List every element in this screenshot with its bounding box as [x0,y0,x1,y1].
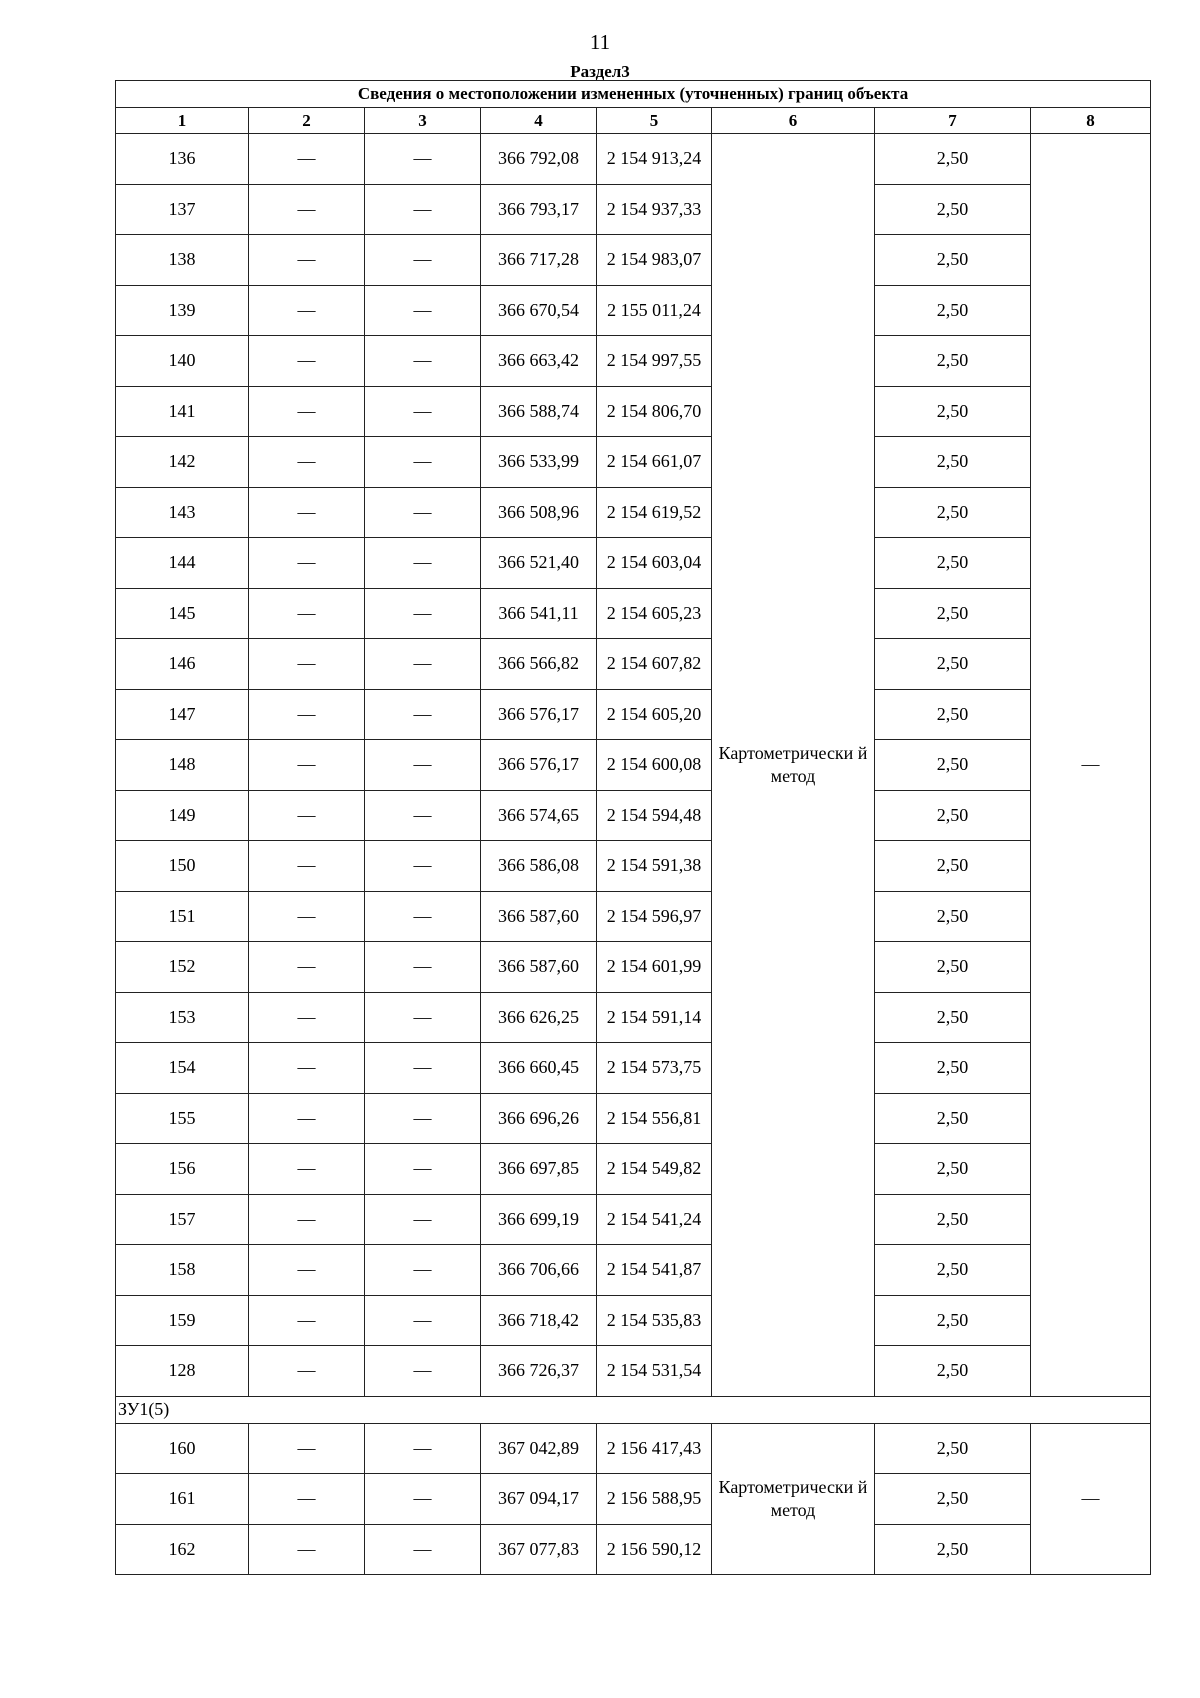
precision: 2,50 [875,1346,1031,1397]
point-number: 161 [116,1474,249,1525]
table-row [116,1194,1151,1245]
point-number: 147 [116,689,249,740]
col3-dash: — [365,134,481,185]
point-number: 143 [116,487,249,538]
col2-dash: — [249,1245,365,1296]
coord-x: 366 706,66 [481,1245,597,1296]
col2-dash: — [249,790,365,841]
col3-dash: — [365,891,481,942]
col3-dash: — [365,790,481,841]
column-number: 4 [481,108,597,134]
coord-y: 2 154 535,83 [597,1295,712,1346]
col2-dash: — [249,336,365,387]
col3-dash: — [365,1194,481,1245]
coord-y: 2 154 603,04 [597,538,712,589]
col2-dash: — [249,235,365,286]
precision: 2,50 [875,1245,1031,1296]
point-number: 158 [116,1245,249,1296]
precision: 2,50 [875,538,1031,589]
coord-y: 2 154 605,20 [597,689,712,740]
col2-dash: — [249,1295,365,1346]
col3-dash: — [365,487,481,538]
group-label: ЗУ1(5) [116,1396,1151,1423]
table-row [116,134,1151,185]
coord-x: 366 574,65 [481,790,597,841]
precision: 2,50 [875,1043,1031,1094]
coord-x: 367 042,89 [481,1423,597,1474]
precision: 2,50 [875,588,1031,639]
table-row [116,1245,1151,1296]
coord-y: 2 154 549,82 [597,1144,712,1195]
point-number: 160 [116,1423,249,1474]
coord-x: 366 576,17 [481,740,597,791]
col2-dash: — [249,891,365,942]
coord-y: 2 154 591,14 [597,992,712,1043]
col2-dash: — [249,992,365,1043]
coord-x: 366 699,19 [481,1194,597,1245]
coord-x: 366 576,17 [481,689,597,740]
coord-y: 2 154 605,23 [597,588,712,639]
col3-dash: — [365,1423,481,1474]
col2-dash: — [249,1474,365,1525]
point-number: 159 [116,1295,249,1346]
precision: 2,50 [875,992,1031,1043]
col2-dash: — [249,841,365,892]
coord-y: 2 156 417,43 [597,1423,712,1474]
col3-dash: — [365,740,481,791]
point-number: 136 [116,134,249,185]
table-row [116,942,1151,993]
precision: 2,50 [875,740,1031,791]
coord-x: 367 077,83 [481,1524,597,1575]
table-row [116,1093,1151,1144]
coord-x: 366 663,42 [481,336,597,387]
coord-x: 366 588,74 [481,386,597,437]
table-row [116,184,1151,235]
precision: 2,50 [875,386,1031,437]
point-number: 142 [116,437,249,488]
point-number: 146 [116,639,249,690]
col2-dash: — [249,1423,365,1474]
table-row [116,740,1151,791]
table-row [116,1423,1151,1474]
column-number: 5 [597,108,712,134]
point-number: 148 [116,740,249,791]
col3-dash: — [365,992,481,1043]
precision: 2,50 [875,689,1031,740]
table-row [116,841,1151,892]
coord-y: 2 154 937,33 [597,184,712,235]
col2-dash: — [249,1093,365,1144]
coord-y: 2 154 619,52 [597,487,712,538]
table-row [116,1043,1151,1094]
coord-x: 366 660,45 [481,1043,597,1094]
col2-dash: — [249,184,365,235]
table-row [116,1346,1151,1397]
table-title: Сведения о местоположении измененных (уточненных) границ объекта [116,81,1151,108]
col3-dash: — [365,1093,481,1144]
precision: 2,50 [875,1474,1031,1525]
point-number: 145 [116,588,249,639]
precision: 2,50 [875,1524,1031,1575]
col3-dash: — [365,437,481,488]
coord-y: 2 154 541,24 [597,1194,712,1245]
coord-x: 366 792,08 [481,134,597,185]
point-number: 153 [116,992,249,1043]
point-number: 138 [116,235,249,286]
coord-y: 2 154 997,55 [597,336,712,387]
coord-y: 2 154 596,97 [597,891,712,942]
section-heading: Раздел3 [570,62,630,81]
table-row [116,992,1151,1043]
point-number: 144 [116,538,249,589]
col2-dash: — [249,1524,365,1575]
precision: 2,50 [875,336,1031,387]
coord-x: 366 587,60 [481,942,597,993]
col3-dash: — [365,639,481,690]
coord-x: 366 718,42 [481,1295,597,1346]
col2-dash: — [249,1043,365,1094]
coord-x: 366 626,25 [481,992,597,1043]
point-number: 155 [116,1093,249,1144]
col3-dash: — [365,1043,481,1094]
col3-dash: — [365,942,481,993]
coord-x: 366 793,17 [481,184,597,235]
column-number: 3 [365,108,481,134]
table-row [116,689,1151,740]
col3-dash: — [365,1245,481,1296]
coord-x: 366 697,85 [481,1144,597,1195]
coord-x: 366 541,11 [481,588,597,639]
table-row [116,639,1151,690]
coord-x: 366 587,60 [481,891,597,942]
precision: 2,50 [875,487,1031,538]
precision: 2,50 [875,841,1031,892]
table-row [116,1295,1151,1346]
point-number: 152 [116,942,249,993]
column-number: 1 [116,108,249,134]
col2-dash: — [249,588,365,639]
precision: 2,50 [875,437,1031,488]
table-row [116,1144,1151,1195]
point-number: 139 [116,285,249,336]
coord-y: 2 154 661,07 [597,437,712,488]
col2-dash: — [249,285,365,336]
coord-x: 366 533,99 [481,437,597,488]
column-number: 8 [1031,108,1151,134]
point-number: 140 [116,336,249,387]
coord-x: 366 670,54 [481,285,597,336]
point-number: 141 [116,386,249,437]
table-row [116,1474,1151,1525]
col2-dash: — [249,1194,365,1245]
coord-x: 366 586,08 [481,841,597,892]
method-cell: Картометрически й метод [712,134,875,1397]
precision: 2,50 [875,639,1031,690]
col3-dash: — [365,285,481,336]
col2-dash: — [249,386,365,437]
col8-cell: — [1031,134,1151,1397]
coord-y: 2 154 556,81 [597,1093,712,1144]
point-number: 150 [116,841,249,892]
coord-y: 2 154 913,24 [597,134,712,185]
table-row [116,386,1151,437]
col3-dash: — [365,689,481,740]
col2-dash: — [249,689,365,740]
column-number: 7 [875,108,1031,134]
coord-y: 2 154 601,99 [597,942,712,993]
col2-dash: — [249,740,365,791]
table-row [116,1524,1151,1575]
col3-dash: — [365,1295,481,1346]
precision: 2,50 [875,184,1031,235]
group-label-row [116,1396,1151,1423]
col3-dash: — [365,386,481,437]
precision: 2,50 [875,1093,1031,1144]
col3-dash: — [365,184,481,235]
coord-x: 366 508,96 [481,487,597,538]
coord-y: 2 155 011,24 [597,285,712,336]
col2-dash: — [249,487,365,538]
col2-dash: — [249,437,365,488]
boundary-coordinates-table [115,80,1151,1575]
col3-dash: — [365,588,481,639]
col3-dash: — [365,1524,481,1575]
precision: 2,50 [875,134,1031,185]
col2-dash: — [249,538,365,589]
col2-dash: — [249,942,365,993]
coord-y: 2 154 591,38 [597,841,712,892]
precision: 2,50 [875,790,1031,841]
col3-dash: — [365,841,481,892]
table-row [116,235,1151,286]
coord-y: 2 154 541,87 [597,1245,712,1296]
col3-dash: — [365,1346,481,1397]
page-number: 11 [589,30,611,54]
col2-dash: — [249,134,365,185]
col3-dash: — [365,1474,481,1525]
table-row [116,336,1151,387]
point-number: 156 [116,1144,249,1195]
coord-y: 2 154 806,70 [597,386,712,437]
point-number: 157 [116,1194,249,1245]
coord-y: 2 154 531,54 [597,1346,712,1397]
column-number: 2 [249,108,365,134]
col2-dash: — [249,1346,365,1397]
coord-y: 2 154 573,75 [597,1043,712,1094]
coord-x: 366 521,40 [481,538,597,589]
precision: 2,50 [875,1423,1031,1474]
coord-x: 366 717,28 [481,235,597,286]
table-title-row [116,81,1151,108]
table-row [116,285,1151,336]
coord-y: 2 154 607,82 [597,639,712,690]
precision: 2,50 [875,1295,1031,1346]
method-cell: Картометрически й метод [712,1423,875,1575]
col3-dash: — [365,1144,481,1195]
precision: 2,50 [875,235,1031,286]
table-row [116,487,1151,538]
coord-x: 366 566,82 [481,639,597,690]
precision: 2,50 [875,1144,1031,1195]
coord-x: 367 094,17 [481,1474,597,1525]
precision: 2,50 [875,285,1031,336]
table-row [116,437,1151,488]
table-row [116,790,1151,841]
coord-y: 2 154 600,08 [597,740,712,791]
col2-dash: — [249,639,365,690]
point-number: 151 [116,891,249,942]
precision: 2,50 [875,1194,1031,1245]
precision: 2,50 [875,891,1031,942]
coord-y: 2 154 594,48 [597,790,712,841]
column-number: 6 [712,108,875,134]
point-number: 128 [116,1346,249,1397]
precision: 2,50 [875,942,1031,993]
table-row [116,588,1151,639]
point-number: 162 [116,1524,249,1575]
col3-dash: — [365,336,481,387]
coord-y: 2 154 983,07 [597,235,712,286]
coord-y: 2 156 588,95 [597,1474,712,1525]
col3-dash: — [365,235,481,286]
coord-x: 366 696,26 [481,1093,597,1144]
column-number-row [116,108,1151,134]
col8-cell: — [1031,1423,1151,1575]
table-row [116,538,1151,589]
point-number: 154 [116,1043,249,1094]
point-number: 137 [116,184,249,235]
coord-y: 2 156 590,12 [597,1524,712,1575]
col2-dash: — [249,1144,365,1195]
table-row [116,891,1151,942]
point-number: 149 [116,790,249,841]
col3-dash: — [365,538,481,589]
coord-x: 366 726,37 [481,1346,597,1397]
